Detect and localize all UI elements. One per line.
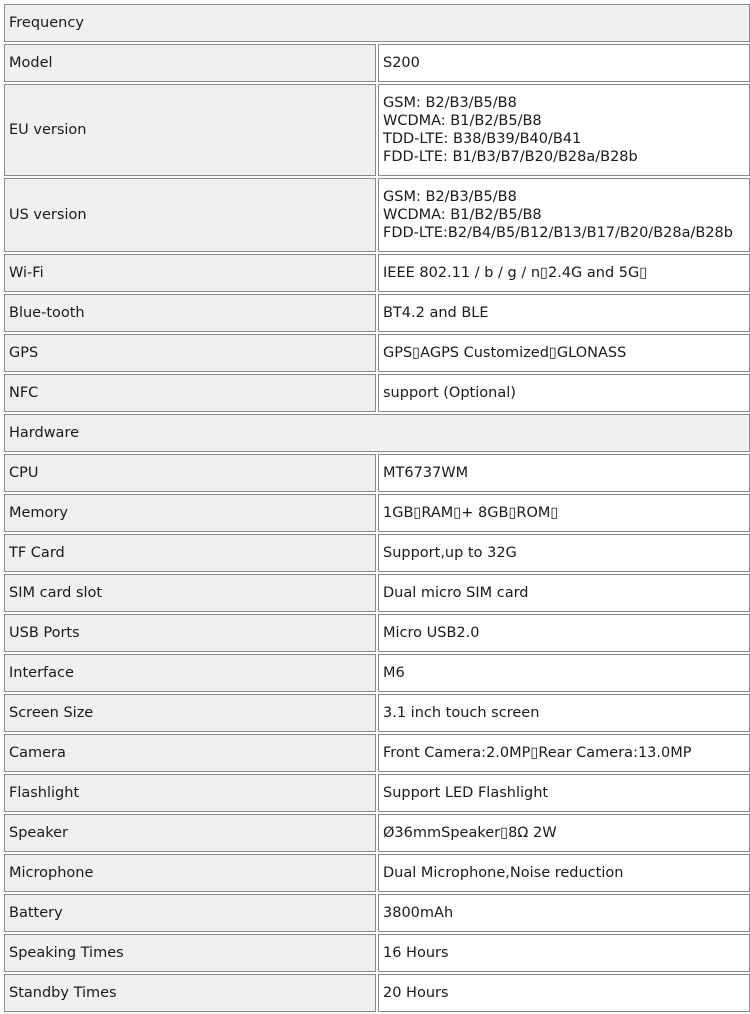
spec-value: Dual micro SIM card [378,574,750,612]
spec-label: USB Ports [4,614,376,652]
spec-value [378,374,750,412]
spec-value-line: IEEE 802.11 / b / g / n▯2.4G and 5G▯ [383,265,648,281]
table-row [4,694,750,732]
table-row [4,84,750,176]
table-row [4,178,750,252]
spec-value [378,84,750,176]
spec-label: Interface [4,654,376,692]
spec-value-line: support (Optional) [383,385,516,401]
spec-label: NFC [4,374,376,412]
table-row [4,614,750,652]
table-row [4,334,750,372]
spec-label: Wi-Fi [4,254,376,292]
table-row [4,894,750,932]
spec-value: Micro USB2.0 [378,614,750,652]
spec-value: Support,up to 32G [378,534,750,572]
spec-value: Support LED Flashlight [378,774,750,812]
spec-label: EU version [4,84,376,176]
section-row-hardware [4,414,750,452]
spec-value [378,44,750,82]
spec-label: Battery [4,894,376,932]
spec-value: 3800mAh [378,894,750,932]
table-row [4,654,750,692]
spec-value-line: TDD-LTE: B38/B39/B40/B41 [383,131,582,147]
table-row [4,974,750,1012]
spec-label: US version [4,178,376,252]
section-row-frequency [4,4,750,42]
table-row [4,934,750,972]
table-row [4,494,750,532]
spec-value-line: GSM: B2/B3/B5/B8 [383,95,517,111]
table-row [4,454,750,492]
spec-table [2,2,750,1014]
table-row [4,44,750,82]
spec-label: Microphone [4,854,376,892]
spec-value-line: BT4.2 and BLE [383,305,489,321]
spec-value: MT6737WM [378,454,750,492]
spec-value: 16 Hours [378,934,750,972]
spec-value: Front Camera:2.0MP▯Rear Camera:13.0MP [378,734,750,772]
spec-value [378,334,750,372]
spec-label: Screen Size [4,694,376,732]
table-row [4,534,750,572]
spec-value: Ø36mmSpeaker▯8Ω 2W [378,814,750,852]
spec-label: SIM card slot [4,574,376,612]
spec-value: 20 Hours [378,974,750,1012]
spec-value: Dual Microphone,Noise reduction [378,854,750,892]
spec-label: Blue-tooth [4,294,376,332]
spec-label: Model [4,44,376,82]
spec-label: Memory [4,494,376,532]
table-row [4,854,750,892]
spec-value-line: WCDMA: B1/B2/B5/B8 [383,113,542,129]
spec-value-line: S200 [383,55,420,71]
section-header-frequency: Frequency [4,4,750,42]
spec-label: Camera [4,734,376,772]
spec-value-line: GPS▯AGPS Customized▯GLONASS [383,345,627,361]
spec-value [378,178,750,252]
spec-value: 3.1 inch touch screen [378,694,750,732]
table-row [4,774,750,812]
spec-label: TF Card [4,534,376,572]
spec-value-line: GSM: B2/B3/B5/B8 [383,189,517,205]
spec-label: Flashlight [4,774,376,812]
spec-label: Standby Times [4,974,376,1012]
spec-value: M6 [378,654,750,692]
spec-value: 1GB▯RAM▯+ 8GB▯ROM▯ [378,494,750,532]
spec-value-line: WCDMA: B1/B2/B5/B8 [383,207,542,223]
spec-value-line: FDD-LTE:B2/B4/B5/B12/B13/B17/B20/B28a/B28b [383,225,733,241]
section-header-hardware: Hardware [4,414,750,452]
spec-label: Speaker [4,814,376,852]
spec-label: Speaking Times [4,934,376,972]
spec-value [378,254,750,292]
table-row [4,254,750,292]
table-row [4,814,750,852]
spec-value-line: FDD-LTE: B1/B3/B7/B20/B28a/B28b [383,149,638,165]
table-row [4,374,750,412]
table-row [4,734,750,772]
table-row [4,294,750,332]
table-row [4,574,750,612]
spec-value [378,294,750,332]
spec-label: CPU [4,454,376,492]
spec-label: GPS [4,334,376,372]
